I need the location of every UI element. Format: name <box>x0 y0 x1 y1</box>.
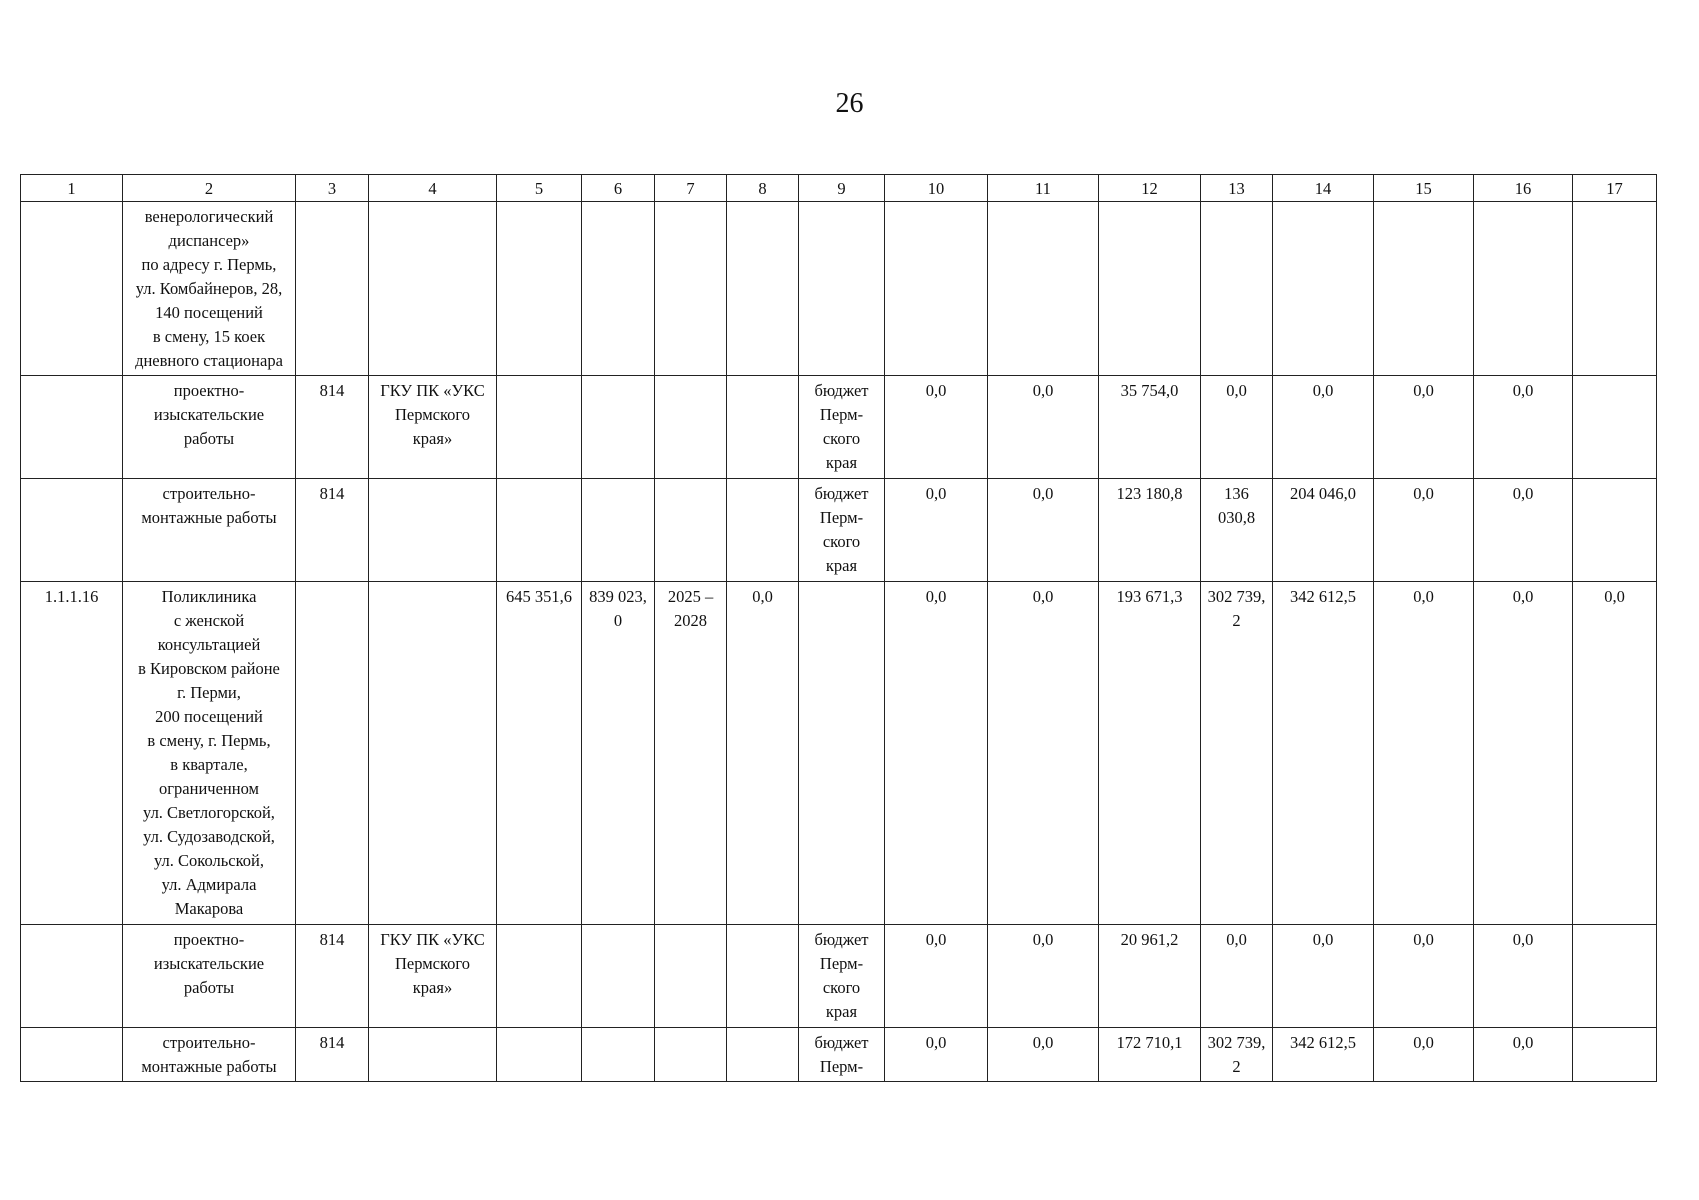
table-cell: бюджет Перм- ского края <box>799 479 885 582</box>
table-cell: 0,0 <box>1201 376 1273 479</box>
table-cell: 302 739, 2 <box>1201 582 1273 925</box>
table-cell <box>655 1028 727 1082</box>
column-header: 6 <box>582 175 655 202</box>
table-cell: 0,0 <box>1474 376 1573 479</box>
table-cell <box>21 925 123 1028</box>
table-cell: ГКУ ПК «УКС Пермского края» <box>369 376 497 479</box>
column-header: 7 <box>655 175 727 202</box>
table-cell <box>1573 479 1657 582</box>
table-row <box>21 202 1657 376</box>
table-cell <box>655 479 727 582</box>
table-cell <box>988 202 1099 376</box>
table-cell <box>1573 1028 1657 1082</box>
table-cell: 302 739, 2 <box>1201 1028 1273 1082</box>
table-cell: 814 <box>296 925 369 1028</box>
table-cell <box>655 376 727 479</box>
budget-table <box>20 174 1657 1082</box>
table-cell: 0,0 <box>988 582 1099 925</box>
table-cell: 0,0 <box>988 1028 1099 1082</box>
table-cell <box>497 925 582 1028</box>
column-header: 15 <box>1374 175 1474 202</box>
table-cell <box>1474 202 1573 376</box>
column-header: 17 <box>1573 175 1657 202</box>
table-cell: 0,0 <box>727 582 799 925</box>
table-cell: 0,0 <box>885 582 988 925</box>
table-cell: бюджет Перм- ского края <box>799 376 885 479</box>
object-description-cell: проектно- изыскательские работы <box>123 376 296 479</box>
table-cell: 0,0 <box>1201 925 1273 1028</box>
table-cell <box>727 1028 799 1082</box>
table-header-row <box>21 175 1657 202</box>
table-cell: 0,0 <box>1273 925 1374 1028</box>
table-cell: 0,0 <box>988 376 1099 479</box>
table-cell: бюджет Перм- ского края <box>799 925 885 1028</box>
table-cell <box>1573 376 1657 479</box>
table-cell: 0,0 <box>1573 582 1657 925</box>
table-cell: 0,0 <box>988 479 1099 582</box>
item-number-cell: 1.1.1.16 <box>21 582 123 925</box>
table-cell <box>369 1028 497 1082</box>
column-header: 16 <box>1474 175 1573 202</box>
table-cell: 0,0 <box>988 925 1099 1028</box>
table-cell <box>582 202 655 376</box>
table-cell <box>1099 202 1201 376</box>
table-cell <box>1201 202 1273 376</box>
table-cell: 814 <box>296 479 369 582</box>
table-row <box>21 582 1657 925</box>
table-cell <box>799 202 885 376</box>
table-row <box>21 479 1657 582</box>
table-cell <box>1573 925 1657 1028</box>
table-cell <box>885 202 988 376</box>
table-cell: 0,0 <box>885 1028 988 1082</box>
table-row <box>21 1028 1657 1082</box>
table-cell <box>497 376 582 479</box>
table-cell <box>655 202 727 376</box>
column-header: 10 <box>885 175 988 202</box>
table-cell: 0,0 <box>1374 479 1474 582</box>
table-cell: 136 030,8 <box>1201 479 1273 582</box>
table-cell <box>1374 202 1474 376</box>
table-cell: 2025 – 2028 <box>655 582 727 925</box>
table-cell <box>1273 202 1374 376</box>
table-cell: 0,0 <box>1374 925 1474 1028</box>
table-cell <box>1573 202 1657 376</box>
table-cell <box>21 479 123 582</box>
table-cell <box>296 202 369 376</box>
table-cell <box>582 1028 655 1082</box>
column-header: 3 <box>296 175 369 202</box>
column-header: 9 <box>799 175 885 202</box>
object-description-cell: строительно- монтажные работы <box>123 1028 296 1082</box>
object-description-cell: строительно- монтажные работы <box>123 479 296 582</box>
table-cell: 123 180,8 <box>1099 479 1201 582</box>
table-cell <box>497 202 582 376</box>
table-cell: 342 612,5 <box>1273 1028 1374 1082</box>
table-cell: 193 671,3 <box>1099 582 1201 925</box>
table-cell: бюджет Перм- <box>799 1028 885 1082</box>
column-header: 14 <box>1273 175 1374 202</box>
table-cell: 172 710,1 <box>1099 1028 1201 1082</box>
table-cell: 0,0 <box>1374 376 1474 479</box>
table-cell: 342 612,5 <box>1273 582 1374 925</box>
column-header: 12 <box>1099 175 1201 202</box>
table-cell: 0,0 <box>1474 925 1573 1028</box>
object-description-cell: Поликлиника с женской консультацией в Кировском районе г. Перми, 200 посещений в смену, г. Пермь, в квартале, ограниченном ул. Светлогорской, ул. Судозаводской, ул. Сокольской, ул. Адмирала Макарова <box>123 582 296 925</box>
table-cell: 20 961,2 <box>1099 925 1201 1028</box>
column-header: 2 <box>123 175 296 202</box>
column-header: 8 <box>727 175 799 202</box>
table-cell: 0,0 <box>1374 1028 1474 1082</box>
table-cell <box>369 202 497 376</box>
table-cell <box>296 582 369 925</box>
table-cell: ГКУ ПК «УКС Пермского края» <box>369 925 497 1028</box>
object-description-cell: проектно- изыскательские работы <box>123 925 296 1028</box>
table-cell: 814 <box>296 376 369 479</box>
column-header: 11 <box>988 175 1099 202</box>
table-cell: 839 023, 0 <box>582 582 655 925</box>
table-cell: 0,0 <box>1273 376 1374 479</box>
table-cell: 0,0 <box>1374 582 1474 925</box>
table-cell <box>369 582 497 925</box>
table-cell: 0,0 <box>885 479 988 582</box>
table-cell: 645 351,6 <box>497 582 582 925</box>
table-cell <box>497 479 582 582</box>
table-row <box>21 376 1657 479</box>
table-cell <box>21 1028 123 1082</box>
table-cell <box>497 1028 582 1082</box>
table-cell <box>727 479 799 582</box>
column-header: 1 <box>21 175 123 202</box>
table-cell <box>369 479 497 582</box>
table-cell: 204 046,0 <box>1273 479 1374 582</box>
table-cell: 0,0 <box>1474 582 1573 925</box>
table-cell <box>799 582 885 925</box>
table-cell <box>727 925 799 1028</box>
table-cell: 35 754,0 <box>1099 376 1201 479</box>
table-cell <box>21 202 123 376</box>
table-cell <box>655 925 727 1028</box>
column-header: 4 <box>369 175 497 202</box>
table-cell <box>582 925 655 1028</box>
table-cell <box>582 479 655 582</box>
table-cell: 0,0 <box>885 376 988 479</box>
table-cell: 0,0 <box>1474 479 1573 582</box>
budget-table-container <box>20 174 1656 1082</box>
table-cell <box>582 376 655 479</box>
table-cell: 0,0 <box>885 925 988 1028</box>
table-cell <box>21 376 123 479</box>
table-row <box>21 925 1657 1028</box>
column-header: 5 <box>497 175 582 202</box>
table-cell <box>727 202 799 376</box>
column-header: 13 <box>1201 175 1273 202</box>
object-description-cell: венерологический диспансер» по адресу г. Пермь, ул. Комбайнеров, 28, 140 посещений в смену, 15 коек дневного стационара <box>123 202 296 376</box>
page-number: 26 <box>835 88 864 119</box>
table-cell: 814 <box>296 1028 369 1082</box>
table-cell: 0,0 <box>1474 1028 1573 1082</box>
table-cell <box>727 376 799 479</box>
